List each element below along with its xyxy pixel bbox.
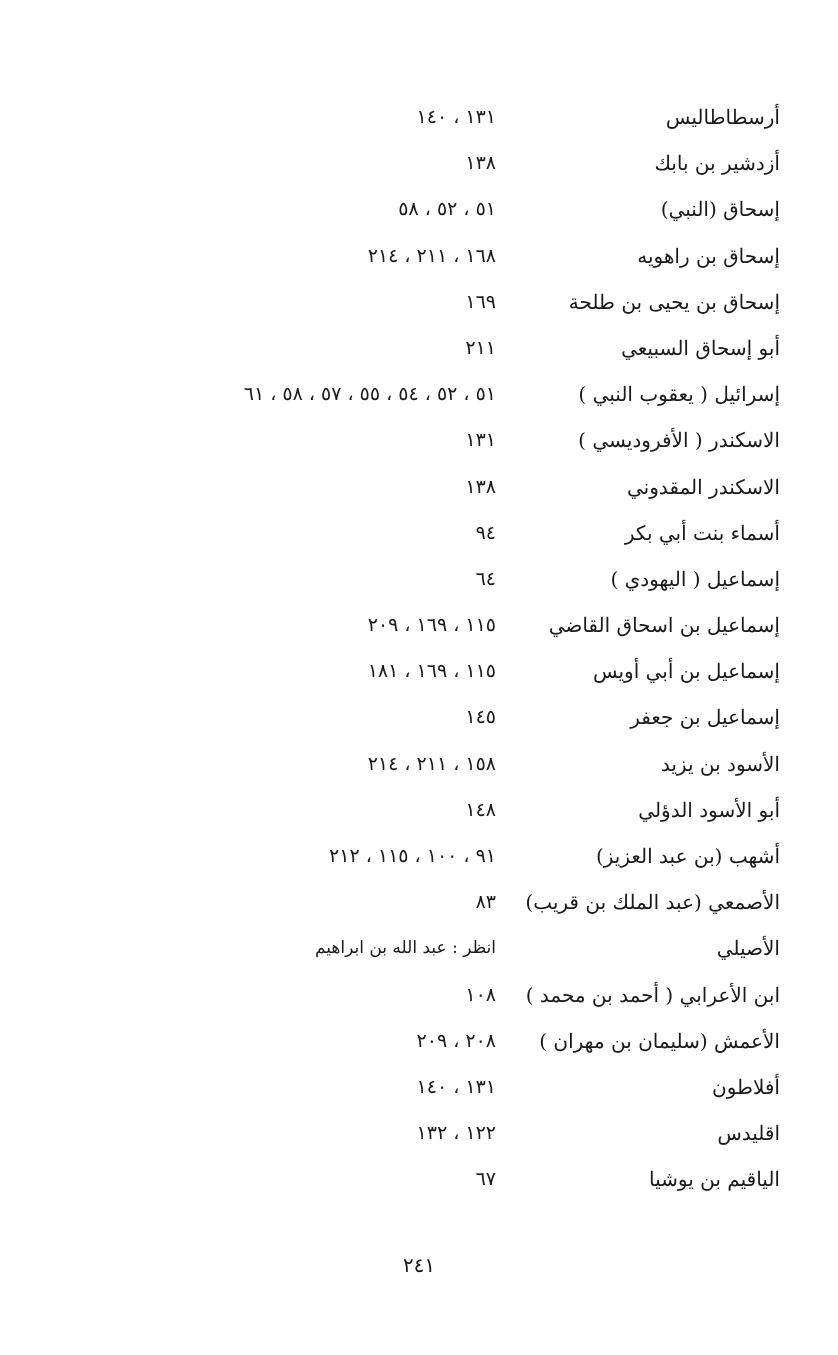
entry-pages: ٢٠٨ ، ٢٠٩	[416, 1029, 496, 1052]
entry-name: إسرائيل ( يعقوب النبي )	[578, 382, 780, 407]
entry-name: الاسكندر المقدوني	[626, 474, 780, 499]
entry-name: الأعمش (سليمان بن مهران )	[539, 1028, 780, 1053]
entry-name: اقليدس	[717, 1121, 780, 1146]
entry-pages: ١٣١ ، ١٤٠	[416, 1075, 496, 1098]
entry-pages: ٥١ ، ٥٢ ، ٥٤ ، ٥٥ ، ٥٧ ، ٥٨ ، ٦١	[243, 383, 496, 406]
entry-name: أبو إسحاق السبيعي	[621, 335, 780, 360]
entry-name: الياقيم بن يوشيا	[649, 1167, 780, 1192]
index-entry	[0, 879, 838, 925]
entry-pages: ١٥٨ ، ٢١١ ، ٢١٤	[367, 752, 496, 775]
index-entry	[0, 925, 838, 971]
index-entry	[0, 1156, 838, 1202]
entry-name: إسماعيل بن أبي أويس	[592, 659, 780, 684]
index-entry	[0, 1018, 838, 1064]
entry-pages: ١٦٩	[465, 290, 496, 313]
entry-pages: ١٣١	[465, 429, 496, 452]
entry-pages: ٢١١	[465, 336, 496, 359]
entry-name: إسماعيل بن جعفر	[630, 705, 780, 730]
index-list	[0, 94, 838, 1203]
index-entry	[0, 94, 838, 140]
index-entry	[0, 1110, 838, 1156]
index-entry	[0, 233, 838, 279]
entry-pages: ٦٧	[475, 1168, 496, 1191]
entry-pages: ٨٣	[475, 891, 496, 914]
entry-name: أسماء بنت أبي بكر	[624, 520, 780, 545]
entry-pages: ١٠٨	[465, 983, 496, 1006]
entry-name: الأصمعي (عبد الملك بن قريب)	[525, 890, 780, 915]
entry-cross-reference: انظر : عبد الله بن ابراهيم	[314, 938, 496, 959]
entry-name: ابن الأعرابي ( أحمد بن محمد )	[525, 982, 780, 1007]
entry-name: إسماعيل ( اليهودي )	[610, 566, 780, 591]
index-entry	[0, 972, 838, 1018]
entry-pages: ١٤٥	[465, 706, 496, 729]
index-entry	[0, 186, 838, 232]
entry-pages: ١١٥ ، ١٦٩ ، ٢٠٩	[367, 614, 496, 637]
index-entry	[0, 140, 838, 186]
entry-pages: ١٢٢ ، ١٣٢	[416, 1122, 496, 1145]
entry-name: إسحاق بن راهويه	[637, 243, 780, 268]
entry-pages: ١٦٨ ، ٢١١ ، ٢١٤	[367, 244, 496, 267]
entry-name: الأسود بن يزيد	[660, 751, 780, 776]
entry-pages: ٩١ ، ١٠٠ ، ١١٥ ، ٢١٢	[329, 845, 496, 867]
entry-name: أزدشير بن بابك	[654, 151, 780, 176]
index-entry	[0, 741, 838, 787]
page-number: ٢٤١	[402, 1253, 436, 1277]
index-entry	[0, 510, 838, 556]
entry-pages: ١٣١ ، ١٤٠	[416, 106, 496, 128]
index-entry	[0, 325, 838, 371]
entry-name: إسحاق (النبي)	[660, 197, 780, 222]
entry-pages: ٩٤	[475, 521, 496, 544]
entry-name: إسحاق بن يحيى بن طلحة	[568, 289, 780, 314]
index-entry	[0, 833, 838, 879]
entry-pages: ١٣٨	[465, 475, 496, 498]
index-entry	[0, 1064, 838, 1110]
entry-name: أبو الأسود الدؤلي	[638, 797, 780, 822]
index-entry	[0, 556, 838, 602]
index-entry	[0, 602, 838, 648]
entry-name: أشهب (بن عبد العزيز)	[595, 844, 780, 868]
entry-pages: ٥١ ، ٥٢ ، ٥٨	[398, 198, 496, 221]
entry-name: الأصيلي	[716, 936, 780, 961]
index-entry	[0, 417, 838, 463]
entry-name: أفلاطون	[712, 1074, 780, 1099]
index-entry	[0, 371, 838, 417]
entry-pages: ٦٤	[475, 567, 496, 590]
entry-name: إسماعيل بن اسحاق القاضي	[548, 613, 780, 638]
entry-name: أرسطاطاليس	[665, 105, 780, 129]
index-entry	[0, 464, 838, 510]
entry-name: الاسكندر ( الأفروديسي )	[578, 428, 780, 453]
index-entry	[0, 694, 838, 740]
entry-pages: ١٣٨	[465, 152, 496, 175]
index-entry	[0, 787, 838, 833]
index-entry	[0, 648, 838, 694]
entry-pages: ١١٥ ، ١٦٩ ، ١٨١	[367, 660, 496, 683]
entry-pages: ١٤٨	[465, 798, 496, 821]
index-entry	[0, 279, 838, 325]
